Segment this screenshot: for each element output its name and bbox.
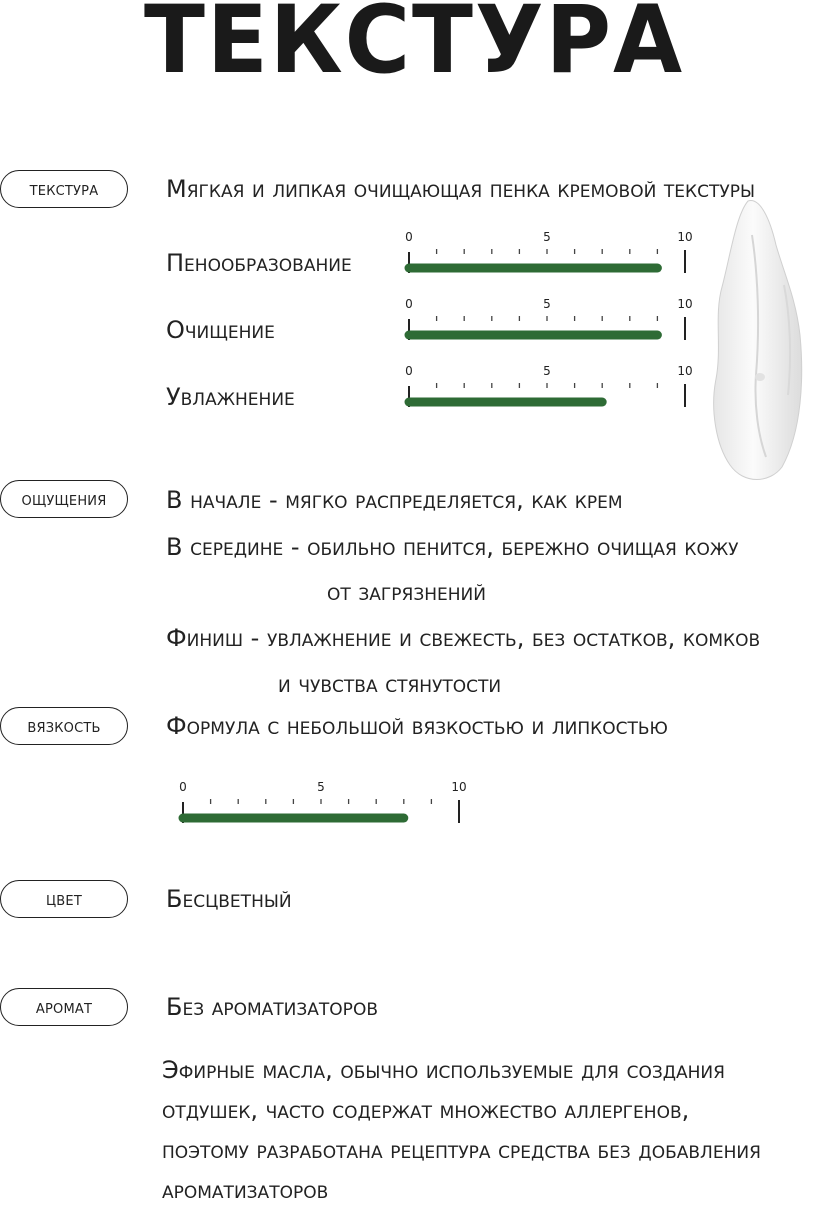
- rating-label-moisturizing: Увлажнение: [166, 383, 295, 411]
- scale-tick-label: 0: [405, 297, 413, 311]
- rating-label-cleansing: Очищение: [166, 316, 275, 344]
- texture-pill: текстура: [0, 170, 128, 208]
- scale-tick-label: 0: [405, 364, 413, 378]
- aroma-note-line: Эфирные масла, обычно используемые для создания: [162, 1056, 725, 1084]
- viscosity-pill: вязкость: [0, 707, 128, 745]
- scale-tick-label: 5: [543, 230, 551, 244]
- aroma-note-line: ароматизаторов: [162, 1176, 329, 1204]
- feeling-line-middle: В середине - обильно пенится, бережно очищая кожу: [166, 533, 739, 561]
- color-pill: цвет: [0, 880, 128, 918]
- aroma-description: Без ароматизаторов: [166, 993, 378, 1021]
- rating-label-foaming: Пенообразование: [166, 249, 352, 277]
- feeling-line-finish: Финиш - увлажнение и свежесть, без остатков, комков: [166, 624, 761, 652]
- scale-tick-label: 0: [179, 780, 187, 794]
- cream-swatch-image: [700, 195, 812, 485]
- aroma-pill: аромат: [0, 988, 128, 1026]
- feelings-pill: ощущения: [0, 480, 128, 518]
- scale-tick-label: 0: [405, 230, 413, 244]
- rating-scale-cleansing: [398, 297, 698, 341]
- feeling-line-middle-cont: от загрязнений: [327, 578, 486, 606]
- scale-tick-label: 10: [677, 297, 693, 311]
- aroma-note-line: отдушек, часто содержат множество аллергенов,: [162, 1096, 690, 1124]
- viscosity-description: Формула с небольшой вязкостью и липкостью: [166, 712, 668, 740]
- aroma-note-line: поэтому разработана рецептура средства без добавления: [162, 1136, 761, 1164]
- aroma-note: [162, 1050, 828, 1210]
- scale-tick-label: 5: [317, 780, 325, 794]
- texture-description: Мягкая и липкая очищающая пенка кремовой текстуры: [166, 175, 755, 203]
- rating-scale-moisturizing: [398, 364, 698, 408]
- feeling-line-finish-cont: и чувства стянутости: [278, 670, 502, 698]
- scale-tick-label: 5: [543, 297, 551, 311]
- rating-scale-foaming: [398, 230, 698, 274]
- viscosity-scale: [172, 780, 472, 824]
- scale-tick-label: 5: [543, 364, 551, 378]
- scale-tick-label: 10: [677, 230, 693, 244]
- color-description: Бесцветный: [166, 885, 292, 913]
- feeling-line-start: В начале - мягко распределяется, как крем: [166, 486, 623, 514]
- scale-tick-label: 10: [677, 364, 693, 378]
- page-title: ТЕКСТУРА: [144, 0, 684, 95]
- scale-tick-label: 10: [451, 780, 467, 794]
